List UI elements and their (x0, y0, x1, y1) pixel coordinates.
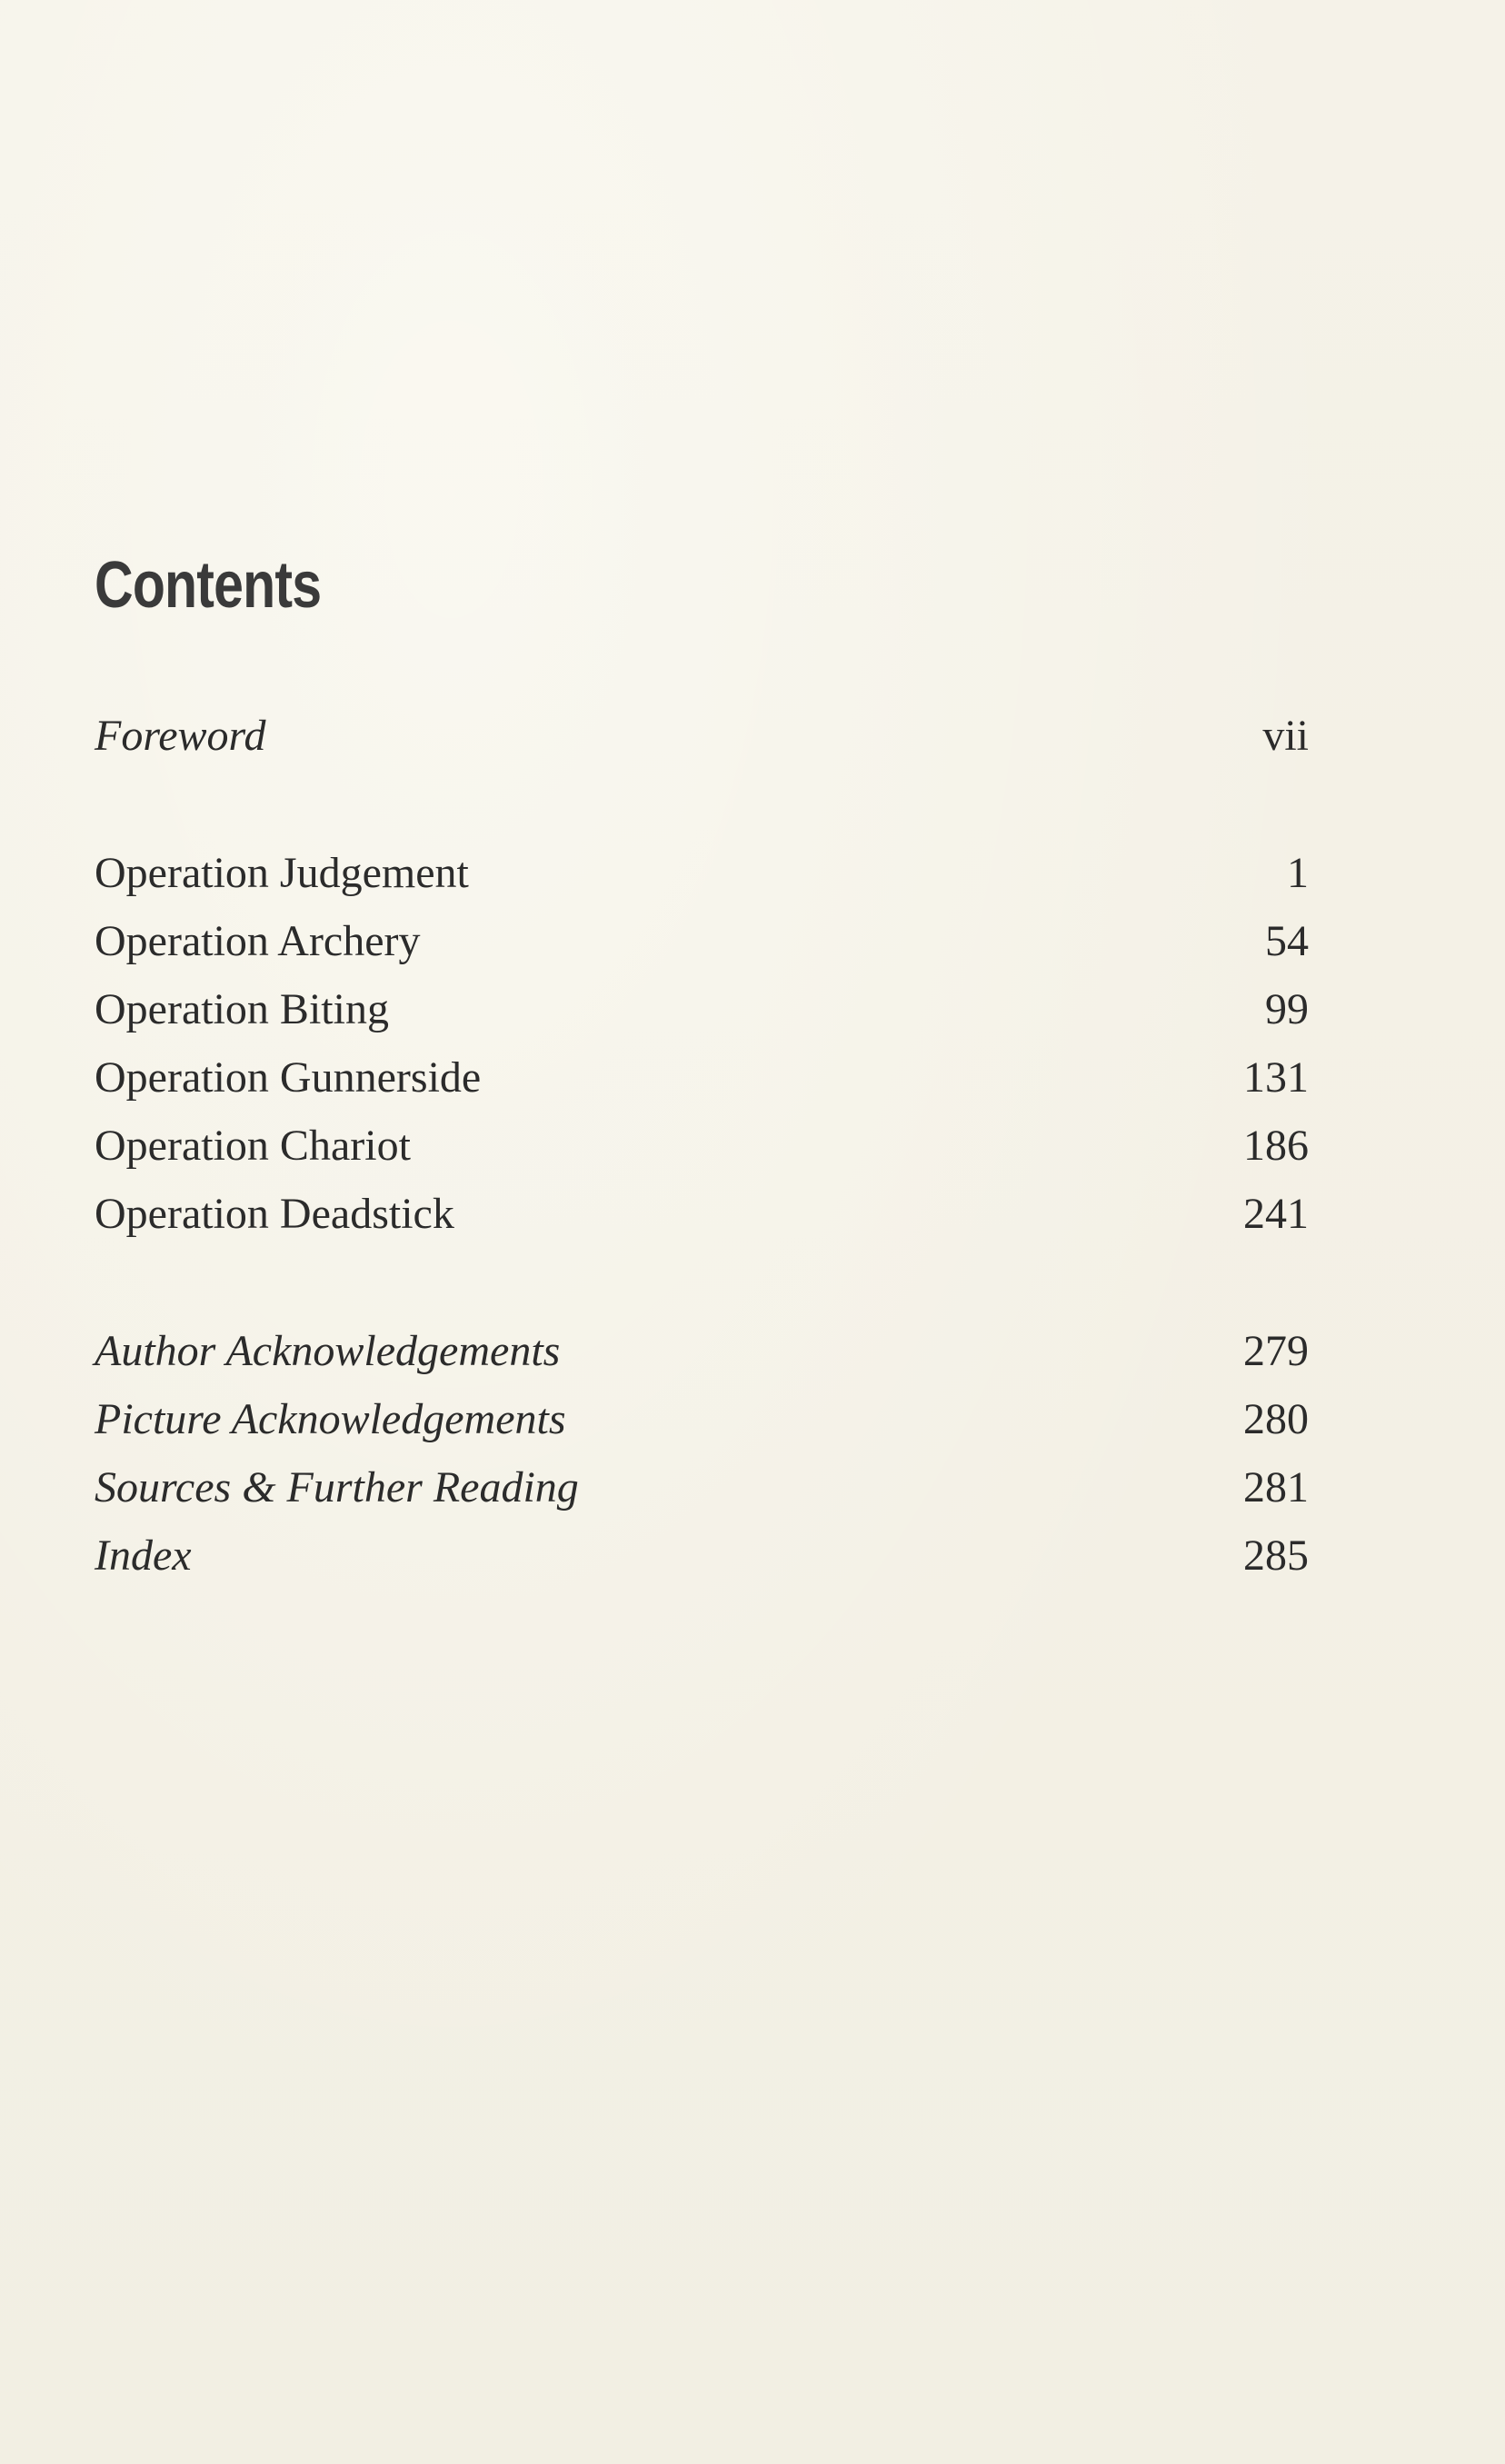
toc-entry-page: 1 (1287, 849, 1309, 897)
toc-entry-page: 279 (1243, 1327, 1309, 1375)
toc-entry-page: 241 (1243, 1190, 1309, 1238)
toc-entry-page: 285 (1243, 1531, 1309, 1580)
toc-entry-chapter (95, 985, 1309, 1033)
toc-entry-chapter (95, 1192, 1309, 1236)
toc-entry-chapter (95, 917, 1309, 965)
toc-entry-label: Foreword (95, 712, 266, 760)
toc-entry-chapter (95, 1053, 1309, 1102)
toc-entry-page: 131 (1243, 1053, 1309, 1102)
toc-entry-label: Picture Acknowledgements (95, 1395, 566, 1443)
toc-entry-page: 280 (1243, 1395, 1309, 1443)
toc-entry-page: vii (1262, 712, 1309, 760)
toc-entry-chapter (95, 849, 1309, 897)
toc-entry-label: Operation Gunnerside (95, 1053, 482, 1102)
toc-entry-back (95, 1395, 1309, 1443)
toc-entry-page: 281 (1243, 1463, 1309, 1511)
toc-entry-foreword (95, 714, 1309, 758)
toc-entry-label: Author Acknowledgements (95, 1327, 561, 1375)
toc-entry-label: Sources & Further Reading (95, 1463, 579, 1511)
page-title: Contents (95, 549, 322, 622)
toc-entry-label: Operation Chariot (95, 1122, 411, 1170)
toc-entry-label: Operation Judgement (95, 849, 469, 897)
toc-entry-back (95, 1327, 1309, 1375)
toc-entry-back (95, 1531, 1309, 1580)
toc-entry-label: Index (95, 1531, 192, 1580)
toc-entry-page: 54 (1265, 917, 1309, 965)
toc-entry-back (95, 1463, 1309, 1511)
toc-entry-page: 186 (1243, 1122, 1309, 1170)
toc-entry-label: Operation Archery (95, 917, 421, 965)
toc-entry-page: 99 (1265, 985, 1309, 1033)
toc-entry-label: Operation Deadstick (95, 1190, 454, 1238)
toc-entry-label: Operation Biting (95, 985, 389, 1033)
toc-entry-chapter (95, 1124, 1309, 1168)
